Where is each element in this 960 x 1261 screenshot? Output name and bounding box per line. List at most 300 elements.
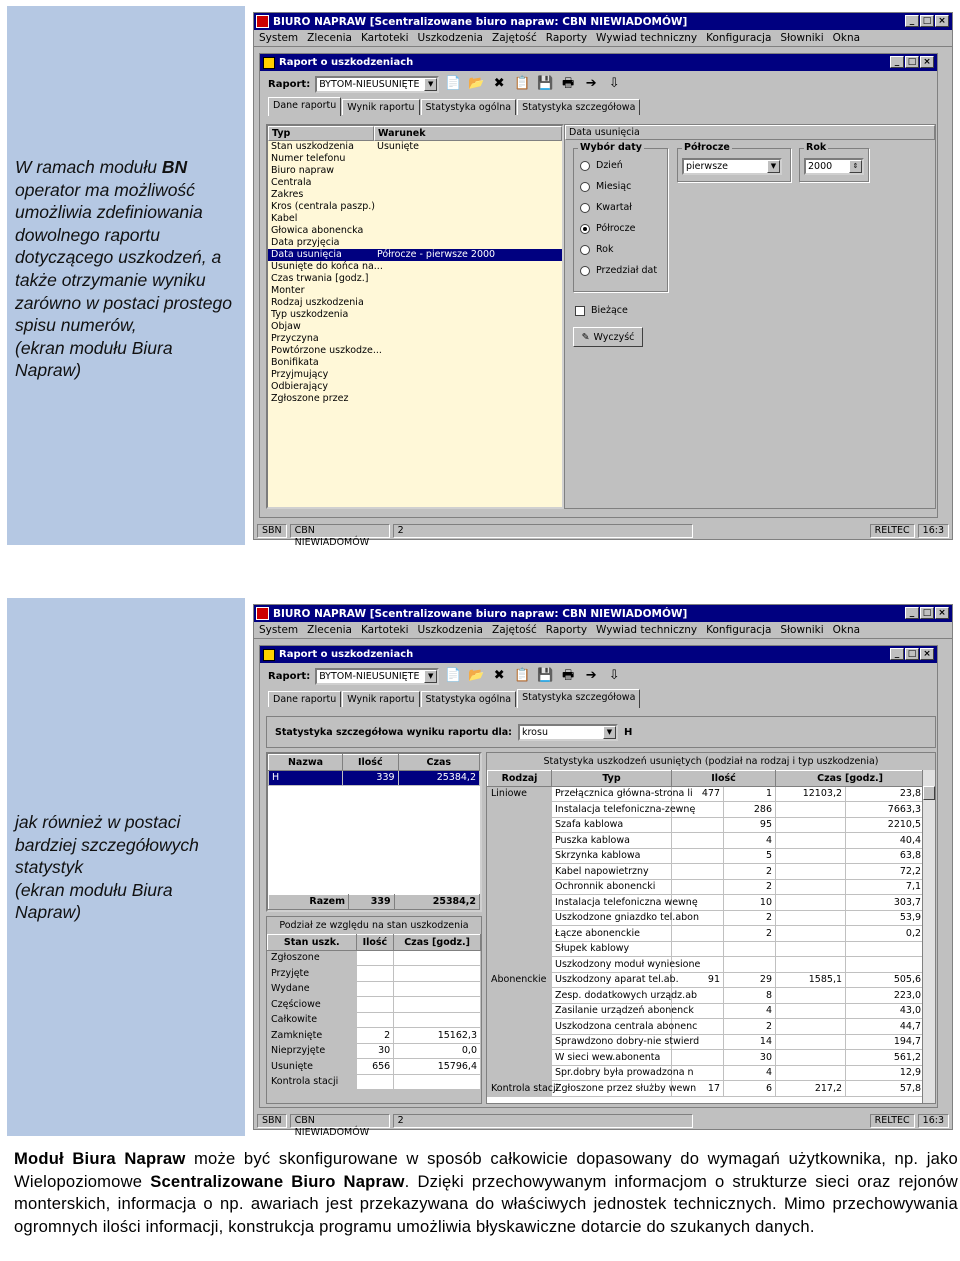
cell xyxy=(488,864,552,880)
list-item[interactable] xyxy=(268,153,562,165)
cell: Częściowe xyxy=(268,997,357,1013)
cell xyxy=(776,941,846,957)
radio-button[interactable] xyxy=(580,266,590,276)
list-item[interactable] xyxy=(268,237,562,249)
status-bar xyxy=(254,522,952,548)
table-row[interactable] xyxy=(488,864,925,880)
minimize-icon[interactable]: _ xyxy=(905,15,919,27)
menu-slowniki[interactable]: Słowniki xyxy=(780,624,824,636)
type-label: Monter xyxy=(271,285,305,296)
cell: 286 xyxy=(724,802,776,818)
cell: 2 xyxy=(724,910,776,926)
radio-option[interactable] xyxy=(574,260,667,281)
cell: Abonenckie xyxy=(488,972,552,988)
radio-option[interactable] xyxy=(574,197,667,218)
menu-wywiad[interactable]: Wywiad techniczny xyxy=(596,32,698,44)
list-item[interactable] xyxy=(268,321,562,333)
cell: Instalacja telefoniczna-zewnę xyxy=(552,802,672,818)
stan-title: Podział ze względu na stan uszkodzenia xyxy=(279,920,469,931)
cell: 339 xyxy=(342,770,398,786)
menu-bar xyxy=(254,622,952,639)
maximize-icon[interactable]: □ xyxy=(905,648,919,660)
cell: Skrzynka kablowa xyxy=(552,848,672,864)
scroll-thumb[interactable] xyxy=(923,786,935,800)
table-row[interactable] xyxy=(488,1019,925,1035)
table-row[interactable] xyxy=(488,1065,925,1081)
report-title: Raport o uszkodzeniach xyxy=(279,649,414,660)
tab-statystyka-szczegolowa[interactable]: Statystyka szczegółowa xyxy=(517,689,640,708)
maximize-icon[interactable]: □ xyxy=(920,15,934,27)
print-icon[interactable]: 🖶 xyxy=(562,668,575,683)
rok-stepper[interactable] xyxy=(804,158,864,175)
wybor-daty-group xyxy=(573,142,668,292)
cell: 217,2 xyxy=(776,1081,846,1097)
run-icon[interactable]: ➔ xyxy=(585,76,597,91)
cell xyxy=(488,833,552,849)
radio-option[interactable] xyxy=(574,239,667,260)
copy-report-icon[interactable]: 📋 xyxy=(514,668,531,683)
menu-konfiguracja[interactable]: Konfiguracja xyxy=(706,624,772,636)
cell xyxy=(776,1065,846,1081)
radio-label: Dzień xyxy=(596,160,623,171)
cell xyxy=(672,864,724,880)
cell xyxy=(776,1034,846,1050)
cell: 4 xyxy=(724,1065,776,1081)
report-icon xyxy=(263,57,275,69)
table-row[interactable] xyxy=(488,910,925,926)
report-toolbar xyxy=(260,663,937,689)
menu-system[interactable]: System xyxy=(259,32,299,44)
desc-text-2: . Dzięki przechowywanym informacjom o strukturze sieci oraz rejonów monterskich, informacja o np. awariach jest przekazywana do właściwych jednostek technicznych. Mimo przechowywania ogromnych ilości informacji, konstrukcja programu umożliwia błyskawiczne dotarcie do szukanych danych. xyxy=(14,1171,958,1236)
raport-select[interactable] xyxy=(315,668,439,685)
table-row[interactable] xyxy=(268,1028,481,1044)
polrocze-select[interactable] xyxy=(682,158,782,175)
type-label: Kabel xyxy=(271,213,298,224)
cell: 1585,1 xyxy=(776,972,846,988)
polrocze-group xyxy=(677,142,791,182)
cell xyxy=(394,1074,481,1090)
cell xyxy=(488,895,552,911)
cell: 5 xyxy=(724,848,776,864)
list-item[interactable] xyxy=(268,333,562,345)
type-label: Czas trwania [godz.] xyxy=(271,273,369,284)
cell xyxy=(356,1012,394,1028)
cell: 12103,2 xyxy=(776,786,846,802)
cell xyxy=(672,926,724,942)
cell: Kontrola stacji xyxy=(488,1081,552,1097)
cell: Kontrola stacji xyxy=(268,1074,357,1090)
close-icon[interactable]: × xyxy=(935,15,949,27)
report-window xyxy=(259,645,938,1108)
save-report-icon[interactable]: 💾 xyxy=(537,668,554,683)
cell: 7,1 xyxy=(846,879,925,895)
list-item[interactable] xyxy=(268,381,562,393)
col-czas[interactable]: Czas [godz.] xyxy=(776,771,925,787)
col-typ[interactable]: Typ xyxy=(268,126,374,141)
table-row[interactable] xyxy=(488,895,925,911)
menu-system[interactable]: System xyxy=(259,624,299,636)
cell xyxy=(672,941,724,957)
type-label: Kros (centrala paszp.) xyxy=(271,201,375,212)
col-ilosc[interactable]: Ilość xyxy=(356,935,394,951)
type-label: Usunięte do końca na... xyxy=(271,261,383,272)
spinner-icon[interactable]: ⇕ xyxy=(849,160,862,173)
minimize-icon[interactable]: _ xyxy=(890,648,904,660)
tab-wynik-raportu[interactable]: Wynik raportu xyxy=(342,99,419,115)
cell xyxy=(488,1065,552,1081)
status-vendor: RELTEC xyxy=(870,1114,915,1128)
table-row[interactable] xyxy=(268,1043,481,1059)
criteria-list xyxy=(266,124,564,509)
list-item[interactable] xyxy=(268,393,562,405)
delete-report-icon[interactable]: ✖ xyxy=(493,76,505,91)
wyczysc-button[interactable] xyxy=(573,327,643,347)
raport-select[interactable] xyxy=(315,76,439,93)
run-icon[interactable]: ➔ xyxy=(585,668,597,683)
cell xyxy=(356,1074,394,1090)
col-czas[interactable]: Czas [godz.] xyxy=(394,935,481,951)
cell: 194,7 xyxy=(846,1034,925,1050)
desc-text-1: może być skonfigurowane w sposób całkowicie dopasowany do wymagań użytkownika, np. jako Wielopoziomowe xyxy=(14,1149,958,1191)
col-nazwa[interactable]: Nazwa xyxy=(269,755,343,771)
radio-label: Półrocze xyxy=(596,223,636,234)
type-label: Odbierający xyxy=(271,381,329,392)
cell xyxy=(776,1050,846,1066)
cell: 14 xyxy=(724,1034,776,1050)
broom-icon: ✎ xyxy=(581,331,590,343)
cell: Puszka kablowa xyxy=(552,833,672,849)
menu-zlecenia[interactable]: Zlecenia xyxy=(307,32,352,44)
list-item[interactable] xyxy=(268,189,562,201)
col-typ[interactable]: Typ xyxy=(552,771,672,787)
list-item[interactable] xyxy=(268,273,562,285)
radio-button[interactable] xyxy=(580,245,590,255)
close-icon[interactable]: × xyxy=(920,56,934,68)
app-title: BIURO NAPRAW [Scentralizowane biuro napraw: CBN NIEWIADOMÓW] xyxy=(273,607,688,620)
table-row[interactable] xyxy=(488,879,925,895)
stan-table xyxy=(266,916,482,1104)
cell: 72,2 xyxy=(846,864,925,880)
status-count: 2 xyxy=(393,1114,693,1128)
radio-button[interactable] xyxy=(580,203,590,213)
cell xyxy=(488,957,552,973)
cell: 30 xyxy=(356,1043,394,1059)
menu-wywiad[interactable]: Wywiad techniczny xyxy=(596,624,698,636)
table-row[interactable] xyxy=(269,770,480,786)
table-row[interactable] xyxy=(488,1081,925,1097)
cell xyxy=(672,879,724,895)
razem-czas: 25384,2 xyxy=(394,894,479,910)
chevron-down-icon[interactable]: ▼ xyxy=(424,670,437,683)
status-office: CBN NIEWIADOMÓW xyxy=(290,1114,390,1128)
editor-header: Data usunięcia xyxy=(565,125,935,140)
radio-button[interactable] xyxy=(580,224,590,234)
list-item[interactable] xyxy=(268,309,562,321)
menu-slowniki[interactable]: Słowniki xyxy=(780,32,824,44)
print-icon[interactable]: 🖶 xyxy=(562,76,575,91)
wybor-daty-label: Wybór daty xyxy=(580,142,642,153)
status-time: 16:3 xyxy=(918,524,949,538)
close-icon[interactable]: × xyxy=(920,648,934,660)
cell xyxy=(488,817,552,833)
new-report-icon[interactable]: 📄 xyxy=(445,76,462,91)
rok-value: 2000 xyxy=(808,161,833,172)
status-office: CBN NIEWIADOMÓW xyxy=(290,524,390,538)
table-row[interactable] xyxy=(268,1059,481,1075)
table-row[interactable] xyxy=(488,848,925,864)
table-row[interactable] xyxy=(488,833,925,849)
col-ilosc[interactable]: Ilość xyxy=(342,755,398,771)
type-label: Typ uszkodzenia xyxy=(271,309,349,320)
table-row[interactable] xyxy=(488,988,925,1004)
type-label: Głowica abonencka xyxy=(271,225,364,236)
radio-label: Rok xyxy=(596,244,614,255)
menu-raporty[interactable]: Raporty xyxy=(545,624,588,636)
report-titlebar xyxy=(260,646,937,663)
cell xyxy=(724,941,776,957)
cell xyxy=(488,1003,552,1019)
cell xyxy=(488,1050,552,1066)
list-item[interactable] xyxy=(268,141,562,153)
list-item[interactable] xyxy=(268,225,562,237)
type-label: Objaw xyxy=(271,321,301,332)
table-row[interactable] xyxy=(488,972,925,988)
table-row[interactable] xyxy=(268,981,481,997)
tab-dane-raportu[interactable]: Dane raportu xyxy=(268,691,341,707)
desc-bold-2: Scentralizowane Biuro Napraw xyxy=(150,1171,405,1191)
caption-text: (ekran modułu Biura Napraw) xyxy=(15,337,173,381)
menu-zlecenia[interactable]: Zlecenia xyxy=(307,624,352,636)
list-item[interactable] xyxy=(268,261,562,273)
minimize-icon[interactable]: _ xyxy=(905,607,919,619)
table-row[interactable] xyxy=(488,786,925,802)
table-row[interactable] xyxy=(488,817,925,833)
cell xyxy=(776,864,846,880)
cell: 91 xyxy=(672,972,724,988)
cell: Ochronnik abonencki xyxy=(552,879,672,895)
radio-option[interactable] xyxy=(574,155,667,176)
report-icon xyxy=(263,649,275,661)
screenshot-1 xyxy=(253,12,953,548)
cell: 10 xyxy=(724,895,776,911)
delete-report-icon[interactable]: ✖ xyxy=(493,668,505,683)
status-time: 16:3 xyxy=(918,1114,949,1128)
minimize-icon[interactable]: _ xyxy=(890,56,904,68)
menu-kartoteki[interactable]: Kartoteki xyxy=(360,624,409,636)
checkbox-box[interactable] xyxy=(575,306,585,316)
save-report-icon[interactable]: 💾 xyxy=(537,76,554,91)
cell: 63,8 xyxy=(846,848,925,864)
cell: 7663,3 xyxy=(846,802,925,818)
cell xyxy=(488,1034,552,1050)
chevron-down-icon[interactable]: ▼ xyxy=(424,78,437,91)
new-report-icon[interactable]: 📄 xyxy=(445,668,462,683)
table-row[interactable] xyxy=(268,1074,481,1090)
table-row[interactable] xyxy=(488,1050,925,1066)
cell: Uszkodzone gniazdko tel.abon xyxy=(552,910,672,926)
cell: 8 xyxy=(724,988,776,1004)
open-report-icon[interactable]: 📂 xyxy=(468,76,485,91)
cell: Wydane xyxy=(268,981,357,997)
cell xyxy=(394,1012,481,1028)
cell: Nieprzyjęte xyxy=(268,1043,357,1059)
caption-text: jak również w postaci bardziej szczegółowych statystyk xyxy=(15,812,199,878)
menu-okna[interactable]: Okna xyxy=(832,624,861,636)
col-ilosc[interactable]: Ilość xyxy=(672,771,776,787)
report-window xyxy=(259,53,938,518)
tab-dane-raportu[interactable]: Dane raportu xyxy=(268,97,341,116)
cell: Zgłoszone xyxy=(268,950,357,966)
cell: 6 xyxy=(724,1081,776,1097)
cell: 15162,3 xyxy=(394,1028,481,1044)
cell: 656 xyxy=(356,1059,394,1075)
cell: W sieci wew.abonenta xyxy=(552,1050,672,1066)
table-row[interactable] xyxy=(488,957,925,973)
col-warunek[interactable]: Warunek xyxy=(374,126,562,141)
cell xyxy=(672,817,724,833)
biezace-checkbox[interactable] xyxy=(569,300,628,321)
list-item[interactable] xyxy=(268,177,562,189)
list-item[interactable] xyxy=(268,165,562,177)
type-label: Numer telefonu xyxy=(271,153,346,164)
cell xyxy=(356,997,394,1013)
radio-button[interactable] xyxy=(580,161,590,171)
list-item[interactable] xyxy=(268,297,562,309)
table-row[interactable] xyxy=(488,1003,925,1019)
table-row[interactable] xyxy=(268,997,481,1013)
cell xyxy=(356,966,394,982)
table-row[interactable] xyxy=(268,950,481,966)
table-row[interactable] xyxy=(488,1034,925,1050)
caption-panel-2 xyxy=(7,598,245,1136)
menu-okna[interactable]: Okna xyxy=(832,32,861,44)
tab-statystyka-ogolna[interactable]: Statystyka ogólna xyxy=(421,691,517,707)
table-row[interactable] xyxy=(268,1012,481,1028)
detail-title: Statystyka uszkodzeń usuniętych (podział na rodzaj i typ uszkodzenia) xyxy=(543,756,879,767)
menu-kartoteki[interactable]: Kartoteki xyxy=(360,32,409,44)
caption-text: operator ma możliwość umożliwia zdefiniowania dowolnego raportu dotyczącego uszkodzeń, a także otrzymanie wyniku zarówno w postaci prostego spisu numerów, xyxy=(15,179,232,336)
radio-label: Kwartał xyxy=(596,202,632,213)
cell xyxy=(776,848,846,864)
cell: 0,0 xyxy=(394,1043,481,1059)
tab-statystyka-szczegolowa[interactable]: Statystyka szczegółowa xyxy=(517,99,640,115)
col-czas[interactable]: Czas xyxy=(398,755,479,771)
cell: 43,0 xyxy=(846,1003,925,1019)
cell: Przełącznica główna-strona li xyxy=(552,786,672,802)
cell: 23,8 xyxy=(846,786,925,802)
menu-zajetosc[interactable]: Zajętość xyxy=(492,32,537,44)
stat-select-value: krosu xyxy=(521,726,548,738)
chevron-down-icon[interactable]: ▼ xyxy=(767,160,780,173)
col-stan[interactable]: Stan uszk. xyxy=(268,935,357,951)
chevron-down-icon[interactable]: ▼ xyxy=(603,726,616,739)
copy-report-icon[interactable]: 📋 xyxy=(514,76,531,91)
stat-select[interactable] xyxy=(518,724,618,741)
cell xyxy=(488,988,552,1004)
cell: 15796,4 xyxy=(394,1059,481,1075)
cell xyxy=(394,997,481,1013)
stat-selected: H xyxy=(623,726,633,738)
cell xyxy=(488,926,552,942)
radio-option[interactable] xyxy=(574,218,667,239)
list-item[interactable] xyxy=(268,369,562,381)
raport-value: BYTOM-NIEUSUNIĘTE xyxy=(319,78,420,90)
cell: 29 xyxy=(724,972,776,988)
biezace-label: Bieżące xyxy=(591,305,628,316)
export-icon[interactable]: ⇩ xyxy=(608,76,620,91)
list-item[interactable] xyxy=(268,213,562,225)
vertical-scrollbar[interactable] xyxy=(922,770,935,1103)
cell xyxy=(776,910,846,926)
menu-raporty[interactable]: Raporty xyxy=(545,32,588,44)
raport-label: Raport: xyxy=(268,670,311,682)
table-row[interactable] xyxy=(268,966,481,982)
list-item[interactable] xyxy=(268,357,562,369)
radio-option[interactable] xyxy=(574,176,667,197)
menu-zajetosc[interactable]: Zajętość xyxy=(492,624,537,636)
cell xyxy=(488,910,552,926)
radio-button[interactable] xyxy=(580,182,590,192)
cell xyxy=(776,988,846,1004)
tab-wynik-raportu[interactable]: Wynik raportu xyxy=(342,691,419,707)
close-icon[interactable]: × xyxy=(935,607,949,619)
col-rodzaj[interactable]: Rodzaj xyxy=(488,771,552,787)
razem-ilosc: 339 xyxy=(349,894,395,910)
cell xyxy=(488,879,552,895)
status-bar xyxy=(254,1112,952,1138)
raport-label: Raport: xyxy=(268,78,311,90)
table-row[interactable] xyxy=(488,802,925,818)
cell: Łącze abonenckie xyxy=(552,926,672,942)
list-item[interactable] xyxy=(268,249,562,261)
caption-text: W ramach modułu xyxy=(15,157,162,177)
export-icon[interactable]: ⇩ xyxy=(608,668,620,683)
stat-selector xyxy=(266,716,936,748)
menu-uszkodzenia[interactable]: Uszkodzenia xyxy=(417,624,483,636)
open-report-icon[interactable]: 📂 xyxy=(468,668,485,683)
list-item[interactable] xyxy=(268,345,562,357)
status-vendor: RELTEC xyxy=(870,524,915,538)
cell: 40,4 xyxy=(846,833,925,849)
menu-konfiguracja[interactable]: Konfiguracja xyxy=(706,32,772,44)
cell: Usunięte xyxy=(268,1059,357,1075)
cell: Instalacja telefoniczna wewnę xyxy=(552,895,672,911)
maximize-icon[interactable]: □ xyxy=(905,56,919,68)
cell xyxy=(776,802,846,818)
cell: Liniowe xyxy=(488,786,552,802)
detail-table xyxy=(486,752,936,1104)
table-row[interactable] xyxy=(488,941,925,957)
table-row[interactable] xyxy=(488,926,925,942)
maximize-icon[interactable]: □ xyxy=(920,607,934,619)
tab-statystyka-ogolna[interactable]: Statystyka ogólna xyxy=(421,99,517,115)
app-icon xyxy=(256,607,269,620)
list-item[interactable] xyxy=(268,201,562,213)
type-label: Przyjmujący xyxy=(271,369,329,380)
cell: 477 xyxy=(672,786,724,802)
list-item[interactable] xyxy=(268,285,562,297)
cell: 57,8 xyxy=(846,1081,925,1097)
criteria-editor xyxy=(564,124,936,509)
screenshot-2 xyxy=(253,604,953,1138)
cell xyxy=(672,848,724,864)
cell: Uszkodzony aparat tel.ab. xyxy=(552,972,672,988)
cell: 561,2 xyxy=(846,1050,925,1066)
stat-label: Statystyka szczegółowa wyniku raportu dla: xyxy=(275,726,512,738)
type-label: Zgłoszone przez xyxy=(271,393,349,404)
cell xyxy=(394,981,481,997)
menu-uszkodzenia[interactable]: Uszkodzenia xyxy=(417,32,483,44)
